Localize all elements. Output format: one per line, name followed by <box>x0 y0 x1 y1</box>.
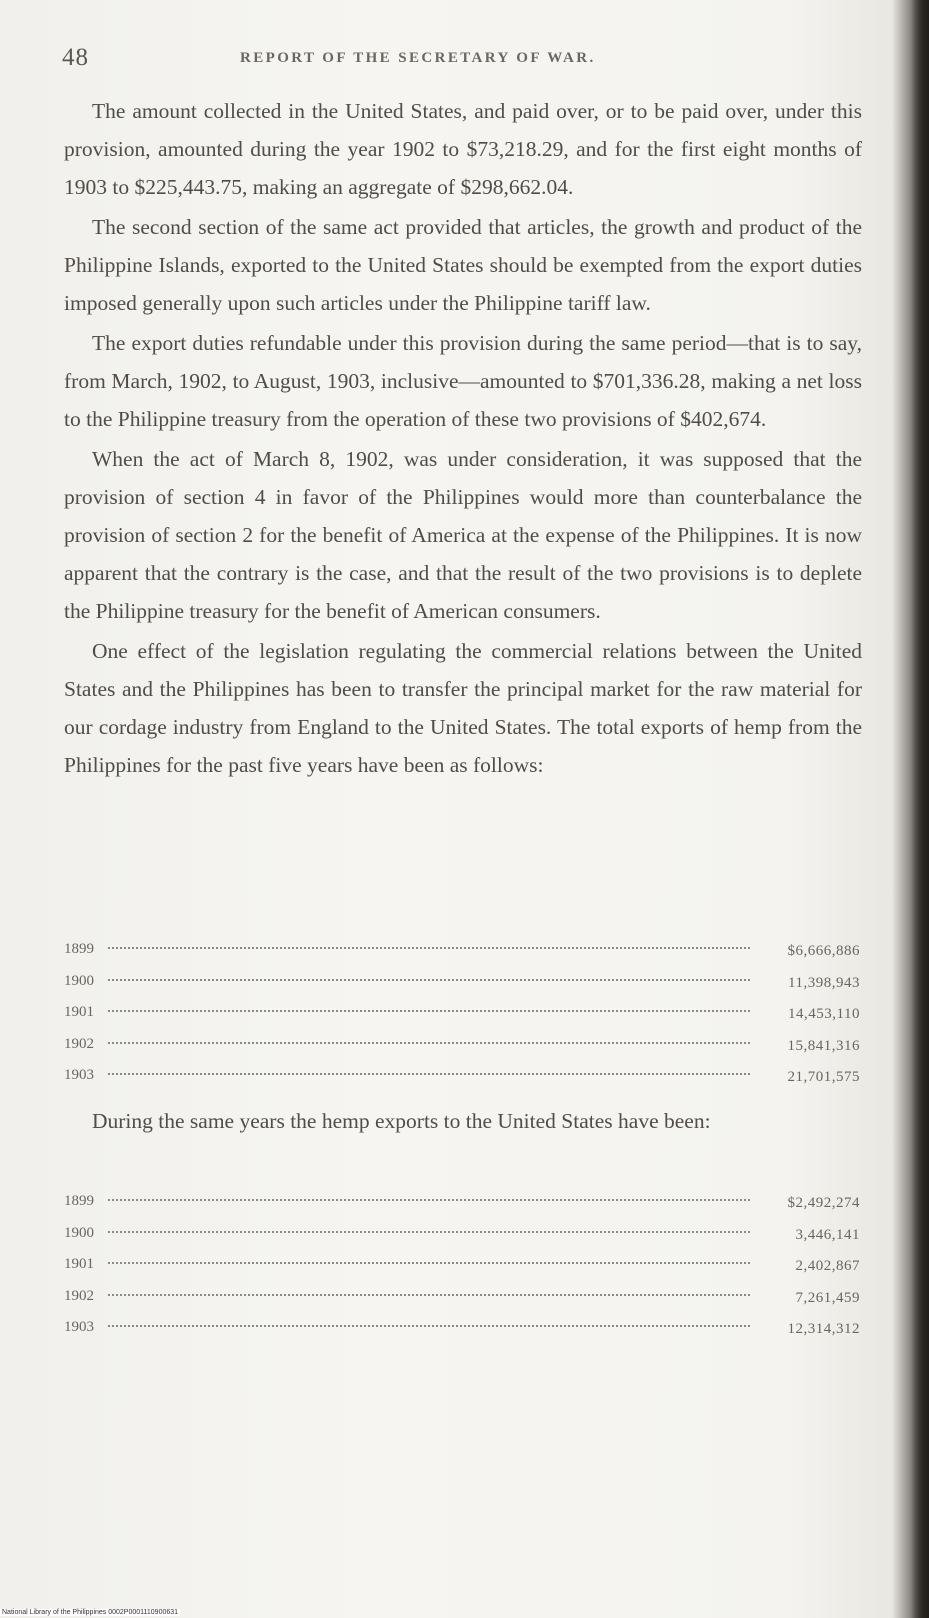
year-cell: 1901 <box>64 1004 94 1020</box>
year-cell: 1899 <box>64 941 94 957</box>
leader-dots <box>108 1262 750 1264</box>
us-hemp-exports-table <box>64 1187 862 1345</box>
value-cell: 12,314,312 <box>787 1321 860 1337</box>
value-cell: $2,492,274 <box>787 1195 860 1211</box>
year-cell: 1903 <box>64 1319 94 1335</box>
paragraph: The amount collected in the United States, and paid over, or to be paid over, under this provision, amounted during the year 1902 to $73,218.29, and for the first eight months of 1903 to $225,443.75, making an aggregate of $298,662.04. <box>64 99 862 199</box>
table-row <box>64 1030 862 1062</box>
table-row <box>64 1250 862 1282</box>
book-spine-shadow <box>911 0 929 1618</box>
table-row <box>64 1219 862 1251</box>
leader-dots <box>108 1073 750 1075</box>
table-row <box>64 935 862 967</box>
leader-dots <box>108 1199 750 1201</box>
value-cell: 11,398,943 <box>788 974 860 991</box>
running-head: REPORT OF THE SECRETARY OF WAR. <box>240 50 596 66</box>
table-row <box>64 1313 862 1345</box>
year-cell: 1900 <box>64 972 94 989</box>
page-header <box>62 44 862 76</box>
value-cell: 7,261,459 <box>795 1289 860 1306</box>
leader-dots <box>108 1325 750 1327</box>
table-row <box>64 1282 862 1314</box>
value-cell: 14,453,110 <box>788 1006 860 1022</box>
body-text <box>64 92 862 786</box>
year-cell: 1900 <box>64 1224 94 1241</box>
leader-dots <box>108 1294 750 1296</box>
value-cell: 3,446,141 <box>795 1226 860 1243</box>
year-cell: 1902 <box>64 1287 94 1304</box>
paragraph: When the act of March 8, 1902, was under consideration, it was supposed that the provision of section 4 in favor of the Philippines would more than counterbalance the provision of section 2 for the benefit of America at the expense of the Philippines. It is now apparent that the contrary is the case, and that the result of the two provisions is to deplete the Philippine treasury for the benefit of American consumers. <box>64 447 862 623</box>
scan-footer: National Library of the Philippines 0002P0001110900631 <box>2 1609 179 1616</box>
table-row <box>64 998 862 1030</box>
paragraph: One effect of the legislation regulating the commercial relations between the United States and the Philippines has been to transfer the principal market for the raw material for our cordage industry from England to the United States. The total exports of hemp from the Philippines for the past five years have been as follows: <box>64 639 862 777</box>
table-row <box>64 967 862 999</box>
value-cell: 2,402,867 <box>795 1258 860 1274</box>
year-cell: 1901 <box>64 1256 94 1272</box>
leader-dots <box>108 1010 750 1012</box>
year-cell: 1902 <box>64 1035 94 1052</box>
page-number: 48 <box>62 44 89 71</box>
leader-dots <box>108 947 750 949</box>
leader-dots <box>108 979 750 981</box>
value-cell: 21,701,575 <box>787 1069 860 1085</box>
total-hemp-exports-table <box>64 935 862 1093</box>
body-text-mid <box>64 1102 862 1142</box>
year-cell: 1903 <box>64 1067 94 1083</box>
table-row <box>64 1061 862 1093</box>
leader-dots <box>108 1042 750 1044</box>
leader-dots <box>108 1231 750 1233</box>
year-cell: 1899 <box>64 1193 94 1209</box>
value-cell: $6,666,886 <box>787 943 860 959</box>
table-row <box>64 1187 862 1219</box>
paragraph: The export duties refundable under this provision during the same period—that is to say, from March, 1902, to August, 1903, inclusive—amounted to $701,336.28, making a net loss to the Philippine treasury from the operation of these two provisions of $402,674. <box>64 331 862 431</box>
paragraph: The second section of the same act provided that articles, the growth and product of the Philippine Islands, exported to the United States should be exempted from the export duties imposed generally upon such articles under the Philippine tariff law. <box>64 215 862 315</box>
value-cell: 15,841,316 <box>787 1037 860 1054</box>
paragraph: During the same years the hemp exports to the United States have been: <box>92 1109 711 1133</box>
